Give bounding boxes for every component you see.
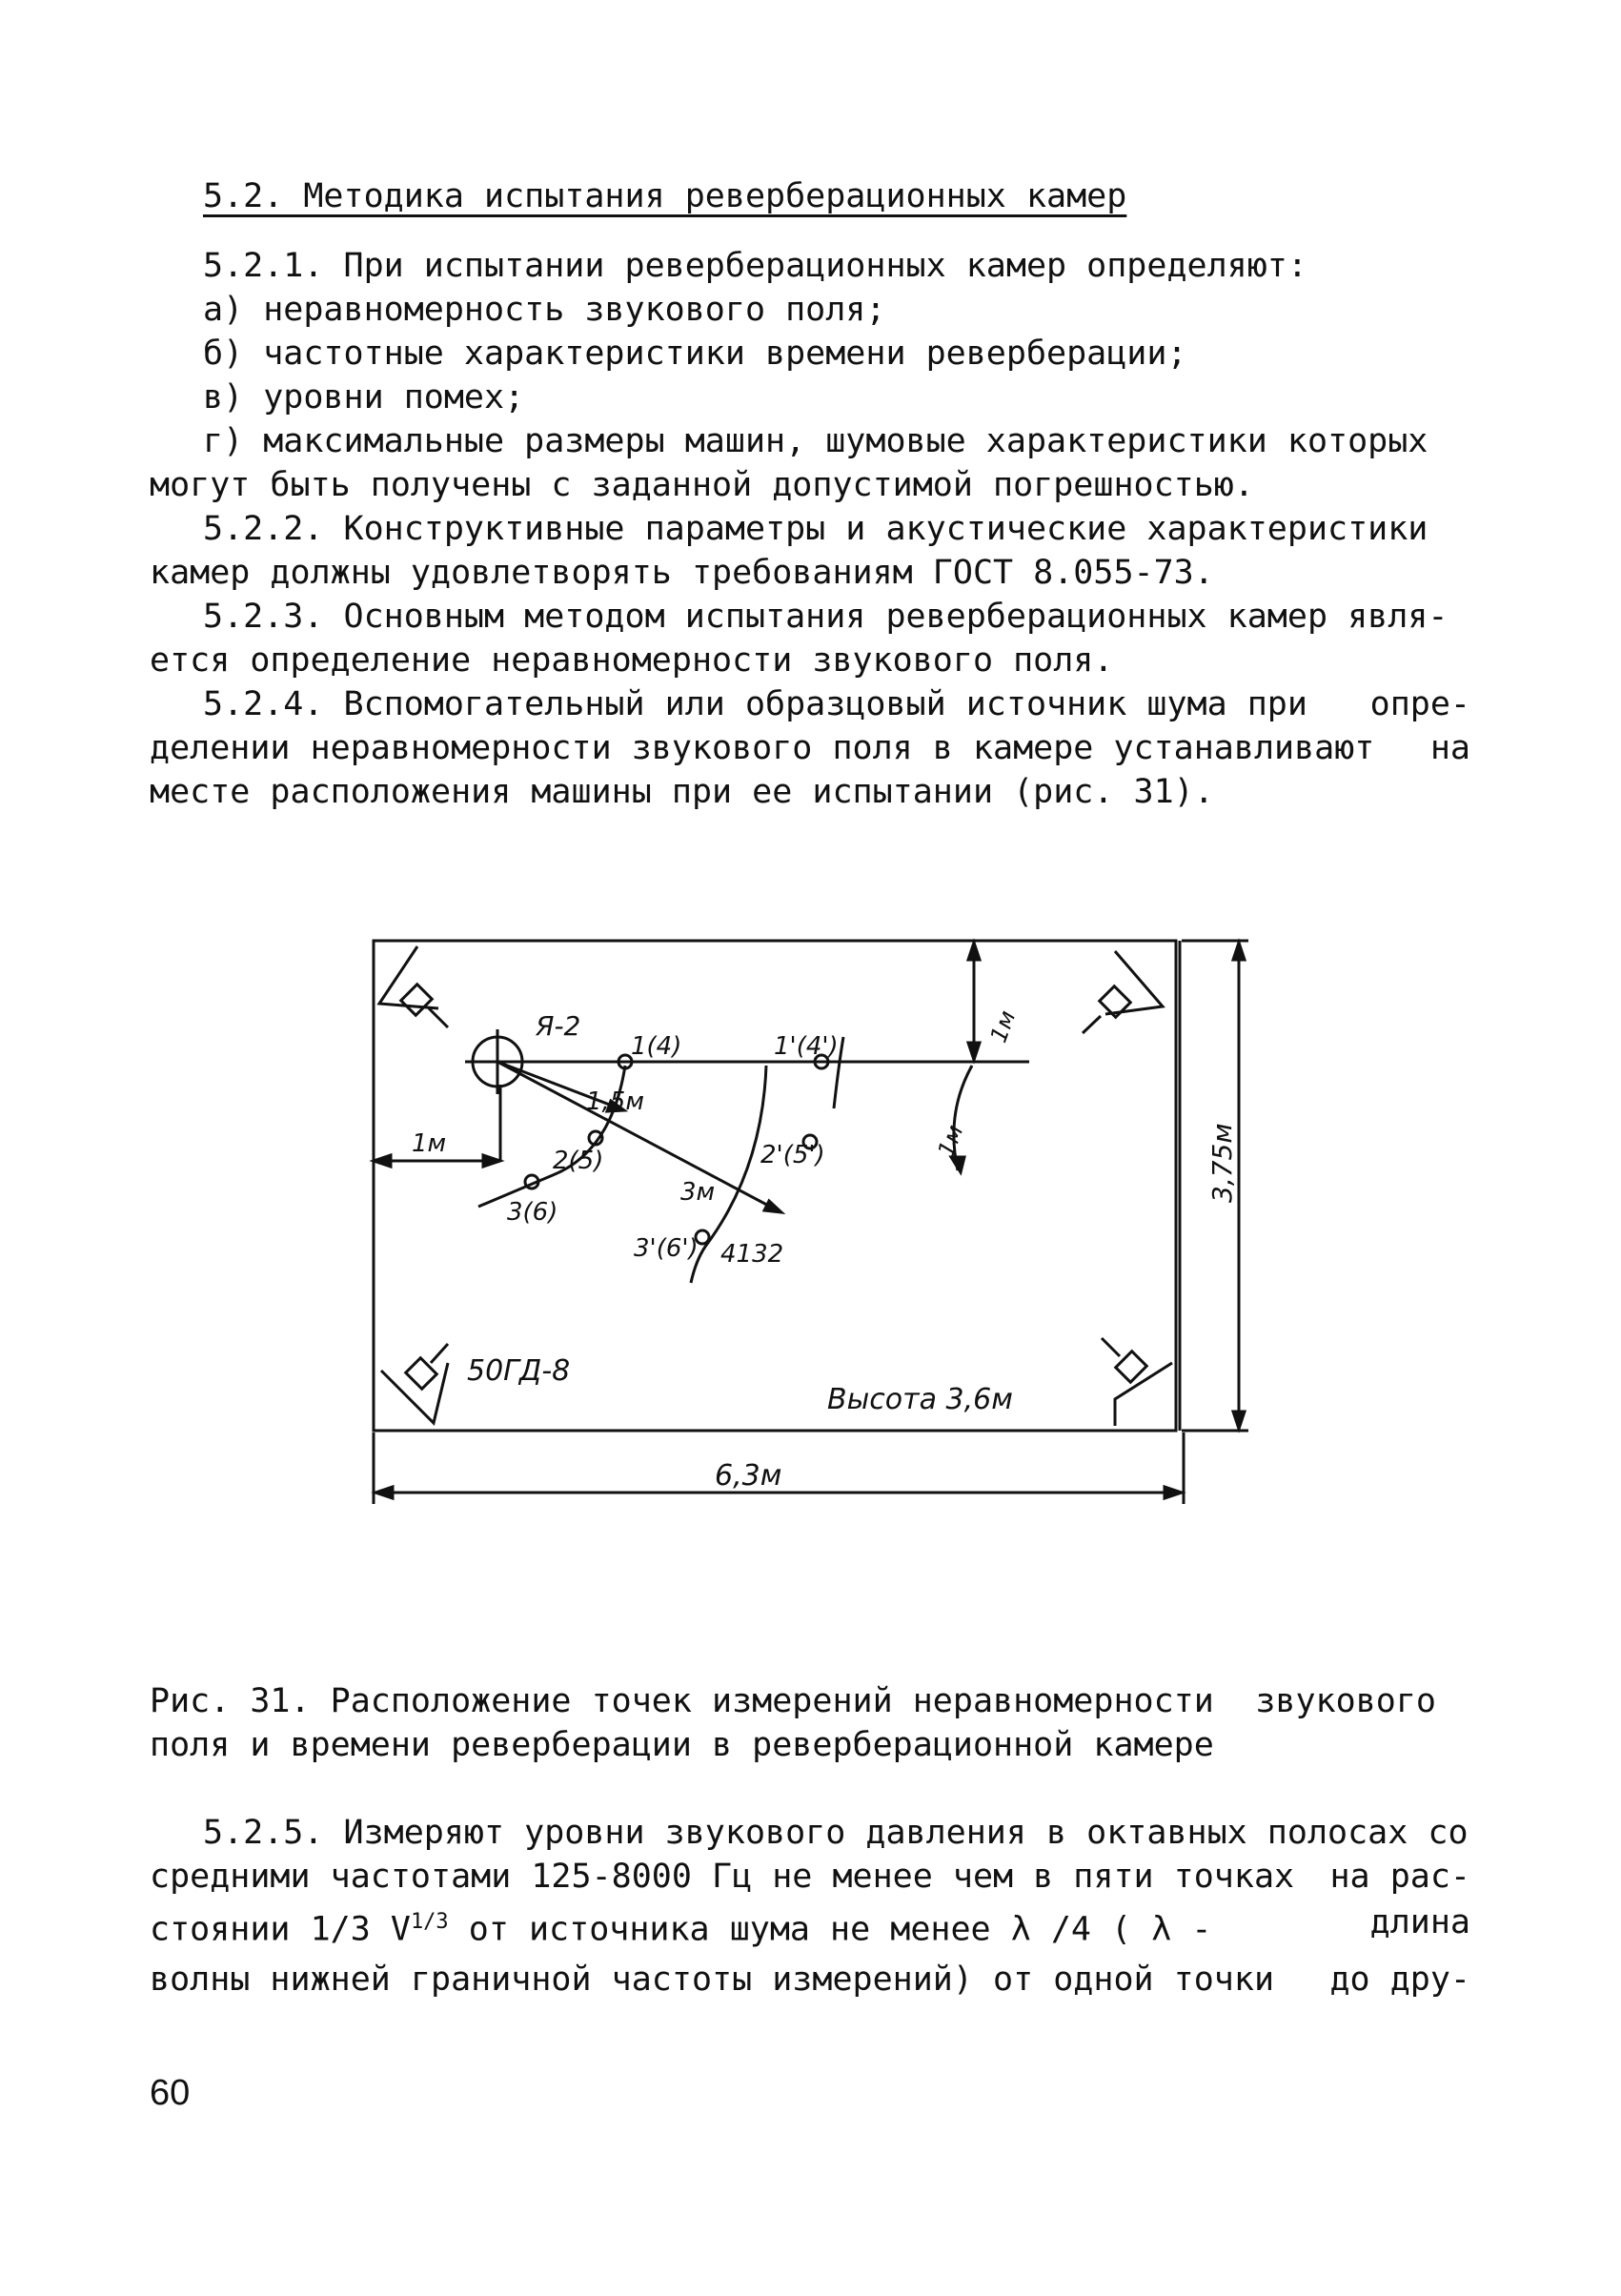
source-label: Я-2 (536, 1010, 581, 1042)
speaker-top-right (1083, 951, 1163, 1033)
caption-text-1-end: звукового (1255, 1682, 1436, 1720)
point-1prime-label: 1'(4') (774, 1032, 839, 1061)
speaker-top-left (379, 946, 448, 1027)
paragraph-5-2-4 (203, 682, 1470, 726)
speaker-bottom-right (1102, 1338, 1172, 1426)
paragraph-5-2-5-line4-end: до дру- (1329, 1961, 1470, 1999)
point-3prime-label: 3'(6') (634, 1234, 699, 1263)
list-item-a: а) неравномерность звукового поля; (203, 291, 886, 329)
offset-left-label: 1м (412, 1129, 447, 1158)
paragraph-5-2-4-line2-row (150, 726, 1470, 770)
offset-top-label: 1м (984, 1006, 1022, 1046)
width-label: 6,3м (715, 1459, 782, 1493)
paragraph-5-2-4-line1-end: опре- (1369, 685, 1470, 723)
point-2-label: 2(5) (553, 1147, 604, 1175)
list-item-d-cont: могут быть получены с заданной допустимой погрешностью. (150, 466, 1254, 504)
figure-31 (362, 923, 1277, 1523)
point-2prime-label: 2'(5') (760, 1141, 825, 1169)
paragraph-5-2-5: 5.2.5. Измеряют уровни звукового давления в октавных полосах со (203, 1814, 1469, 1852)
paragraph-5-2-3: 5.2.3. Основным методом испытания реверберационных камер явля- (203, 598, 1449, 636)
microphone-label: 4132 (720, 1240, 784, 1269)
caption-text-1: Рис. 31. Расположение точек измерений неравномерности (150, 1682, 1214, 1720)
figure-caption-line1 (150, 1679, 1436, 1723)
paragraph-5-2-4-line2: делении неравномерности звукового поля в камере устанавливают (150, 729, 1375, 767)
list-item-c: в) уровни помех; (203, 378, 525, 417)
paragraph-5-2-5-line2-text: средними частотами 125-8000 Гц не менее чем в пяти точках (150, 1858, 1295, 1896)
text-v: стоянии 1/3 V (150, 1910, 411, 1949)
paragraph-5-2-5-line2 (150, 1855, 1470, 1899)
paragraph-5-2-4-line2-end: на (1429, 729, 1470, 767)
paragraph-5-2-1: 5.2.1. При испытании реверберационных камер определяют: (203, 247, 1307, 285)
point-3-label: 3(6) (507, 1198, 558, 1227)
paragraph-5-2-5-line3-text (150, 1900, 1211, 1952)
paragraph-5-2-4-line1: 5.2.4. Вспомогательный или образцовый источник шума при (203, 685, 1307, 723)
page-number: 60 (150, 2073, 191, 2113)
paragraph-5-2-5-line4 (150, 1958, 1470, 2001)
radius-1-label: 1,5м (586, 1087, 644, 1116)
paragraph-5-2-5-line2-end: на рас- (1329, 1858, 1470, 1896)
superscript-third: 1/3 (410, 1910, 449, 1934)
figure-caption-line2: поля и времени реверберации в реверберационной камере (150, 1726, 1214, 1764)
paragraph-5-2-2-cont: камер должны удовлетворять требованиям ГОСТ 8.055-73. (150, 554, 1214, 592)
paragraph-5-2-5-line3 (150, 1900, 1470, 1952)
speaker-label: 50ГД-8 (467, 1354, 571, 1388)
text-source: от источника шума не менее λ /4 ( λ - (448, 1910, 1212, 1949)
room-diagram (362, 923, 1277, 1523)
offset-right-label: 1м (932, 1121, 969, 1161)
paragraph-5-2-4-line3: месте расположения машины при ее испытании (рис. 31). (150, 773, 1214, 811)
section-heading: 5.2. Методика испытания реверберационных камер (203, 177, 1127, 215)
point-1-label: 1(4) (631, 1032, 682, 1061)
list-item-b: б) частотные характеристики времени реверберации; (203, 335, 1187, 373)
speaker-bottom-left (381, 1344, 448, 1423)
paragraph-5-2-2: 5.2.2. Конструктивные параметры и акустические характеристики (203, 510, 1429, 548)
paragraph-5-2-5-line4-text: волны нижней граничной частоты измерений) от одной точки (150, 1961, 1275, 1999)
list-item-d: г) максимальные размеры машин, шумовые характеристики которых (203, 422, 1429, 460)
depth-label: 3,75м (1206, 1123, 1238, 1203)
paragraph-5-2-3-cont: ется определение неравномерности звукового поля. (150, 641, 1114, 680)
radius-2-label: 3м (680, 1178, 716, 1207)
height-label: Высота 3,6м (827, 1383, 1013, 1416)
paragraph-5-2-5-line3-end: длина (1369, 1903, 1470, 1941)
